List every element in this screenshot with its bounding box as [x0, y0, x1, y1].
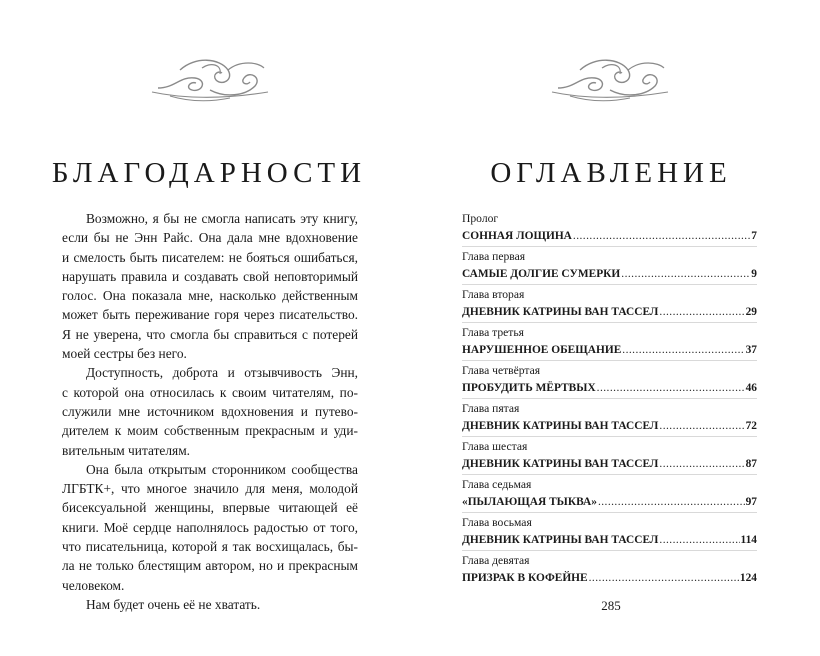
chapter-title: «ПЫЛАЮЩАЯ ТЫКВА» [462, 496, 597, 508]
toc-entry [462, 513, 757, 551]
chapter-page: 97 [745, 496, 757, 508]
acknowledgements-title: БЛАГОДАРНОСТИ [51, 157, 367, 189]
ornament-flourish-icon [150, 48, 270, 103]
toc-entry [462, 399, 757, 437]
text-line: Возможно, я бы не смогла написать эту книгу, [86, 211, 358, 226]
text-line: дителем к моим собственным прекрасным и уди- [62, 423, 358, 439]
text-line: бисексуальной женщины, впервые читающей её [62, 500, 358, 516]
text-line: Я не уверена, что смогла бы справиться с потерей [62, 326, 358, 342]
chapter-row [462, 265, 757, 283]
chapter-row [462, 303, 757, 321]
toc-entry [462, 551, 757, 589]
text-line: ЛГБТК+, что многое значило для меня, молодой [62, 481, 358, 497]
chapter-title: ПРИЗРАК В КОФЕЙНЕ [462, 572, 588, 584]
chapter-label: Глава третья [462, 326, 524, 339]
chapter-title: ДНЕВНИК КАТРИНЫ ВАН ТАССЕЛ [462, 306, 659, 318]
chapter-row [462, 455, 757, 473]
chapter-label: Глава седьмая [462, 478, 532, 491]
text-line: Нам будет очень её не хватать. [86, 596, 261, 612]
page-number: 285 [601, 598, 621, 613]
chapter-row [462, 417, 757, 435]
text-line: книги. Моё сердце наполнялось радостью от того, [62, 519, 358, 535]
toc-entry [462, 209, 757, 247]
chapter-title: ДНЕВНИК КАТРИНЫ ВАН ТАССЕЛ [462, 458, 659, 470]
text-line: голос. Она показала мне, насколько действенным [62, 288, 358, 304]
chapter-page: 46 [745, 382, 757, 394]
text-line: с которой она относилась к своим читателям, по- [62, 384, 358, 400]
chapter-page: 9 [751, 268, 757, 280]
chapter-title: ДНЕВНИК КАТРИНЫ ВАН ТАССЕЛ [462, 420, 659, 432]
text-line: если бы не Энн Райс. Она дала мне вдохновение [62, 230, 358, 246]
toc-entry [462, 437, 757, 475]
text-line: вительным читателям. [62, 442, 191, 458]
toc-entry [462, 475, 757, 513]
dot-leader [589, 569, 739, 587]
dot-leader [598, 493, 745, 511]
text-line: что писательница, которой я так восхищалась, бы- [62, 539, 358, 555]
chapter-page: 72 [745, 420, 757, 432]
chapter-row [462, 531, 757, 549]
text-line: моей сестры без него. [62, 346, 187, 362]
dot-leader [622, 341, 744, 359]
dot-leader [573, 227, 750, 245]
chapter-label: Глава вторая [462, 288, 525, 301]
chapter-label: Глава восьмая [462, 516, 532, 529]
text-line: нарушать правила и создавать свой неповторимый [62, 268, 358, 284]
toc-entry [462, 361, 757, 399]
text-line: Она была открытым сторонником сообщества [86, 461, 358, 477]
table-of-contents [462, 209, 757, 589]
chapter-title: СОННАЯ ЛОЩИНА [462, 230, 572, 242]
chapter-page: 37 [745, 344, 757, 356]
dot-leader [659, 531, 739, 549]
chapter-row [462, 569, 757, 587]
toc-entry [462, 285, 757, 323]
toc-entry [462, 247, 757, 285]
text-line: служили мне источником вдохновения и путево- [62, 403, 358, 419]
text-line: и смелость быть писателем: не бояться ошибаться, [62, 249, 358, 265]
text-line: ла не только блестящим автором, но и прекрасным [62, 558, 358, 574]
chapter-title: НАРУШЕННОЕ ОБЕЩАНИЕ [462, 344, 622, 356]
chapter-page: 7 [751, 230, 757, 242]
chapter-page: 124 [739, 572, 757, 584]
chapter-page: 87 [745, 458, 757, 470]
dot-leader [659, 417, 744, 435]
text-line: человеком. [62, 577, 125, 593]
chapter-row [462, 493, 757, 511]
chapter-row [462, 341, 757, 359]
chapter-label: Глава четвёртая [462, 364, 541, 377]
chapter-title: ДНЕВНИК КАТРИНЫ ВАН ТАССЕЛ [462, 534, 659, 546]
ornament-flourish-icon [550, 48, 670, 103]
dot-leader [659, 455, 744, 473]
acknowledgements-text [62, 209, 358, 614]
chapter-label: Глава шестая [462, 440, 528, 453]
chapter-label: Глава девятая [462, 554, 530, 567]
chapter-page: 29 [745, 306, 757, 318]
chapter-label: Глава первая [462, 250, 526, 263]
toc-entry [462, 323, 757, 361]
chapter-title: САМЫЕ ДОЛГИЕ СУМЕРКИ [462, 268, 621, 280]
right-page [410, 0, 820, 656]
chapter-page: 114 [740, 534, 757, 546]
chapter-label: Пролог [462, 212, 499, 225]
chapter-label: Глава пятая [462, 402, 520, 415]
dot-leader [597, 379, 745, 397]
chapter-title: ПРОБУДИТЬ МЁРТВЫХ [462, 382, 596, 394]
chapter-row [462, 379, 757, 397]
dot-leader [659, 303, 744, 321]
chapter-row [462, 227, 757, 245]
text-line: может быть переживание горя через писательство. [62, 307, 358, 323]
contents-title: ОГЛАВЛЕНИЕ [490, 157, 732, 189]
dot-leader [621, 265, 750, 283]
text-line: Доступность, доброта и отзывчивость Энн, [86, 365, 358, 381]
